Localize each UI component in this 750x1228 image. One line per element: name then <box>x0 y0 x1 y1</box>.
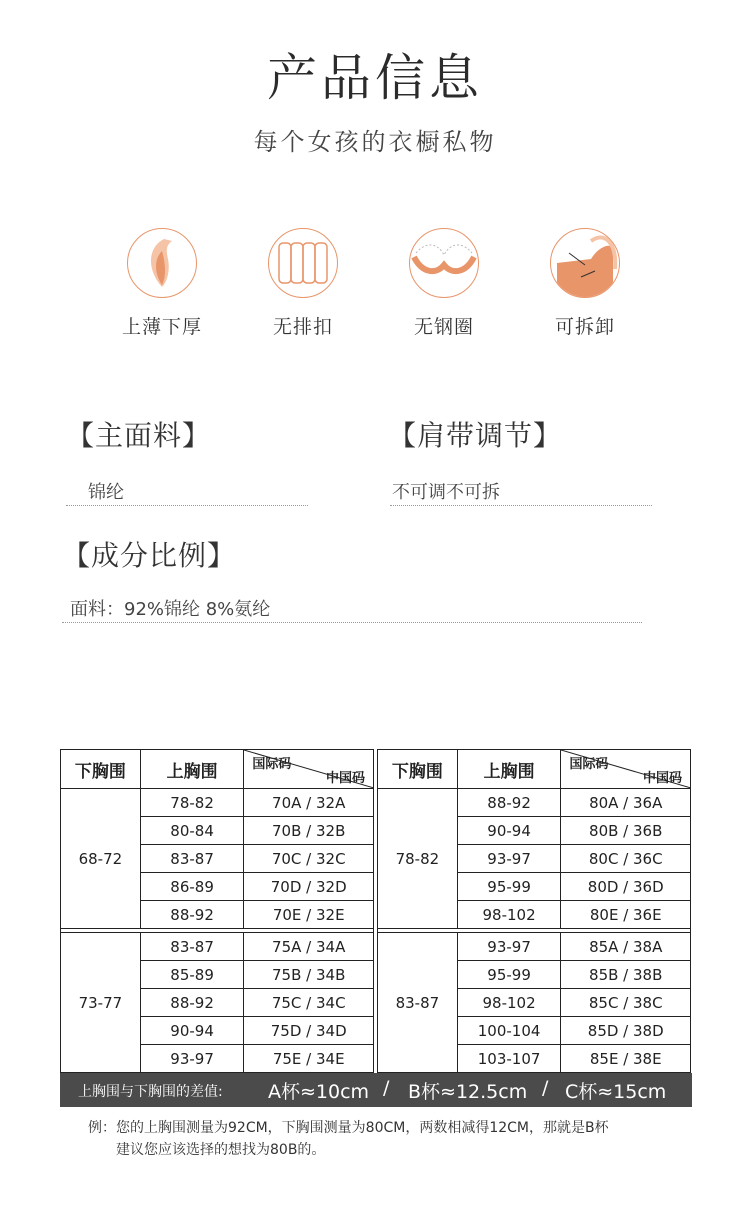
table-header <box>61 750 374 789</box>
divider <box>66 505 308 506</box>
size-code-cell: 80C / 36C <box>561 845 691 873</box>
size-code-cell: 75D / 34D <box>244 1017 374 1045</box>
page-subtitle: 每个女孩的衣橱私物 <box>253 128 497 156</box>
divider <box>62 622 642 623</box>
upper-bust-cell: 88-92 <box>140 901 244 929</box>
under-bust-cell: 68-72 <box>61 789 141 929</box>
feature-no-wire <box>384 228 504 339</box>
size-code-cell: 75A / 34A <box>244 933 374 961</box>
size-code-cell: 80A / 36A <box>561 789 691 817</box>
size-code-cell: 70A / 32A <box>244 789 374 817</box>
size-code-cell: 85D / 38D <box>561 1017 691 1045</box>
feature-label: 无钢圈 <box>413 316 474 338</box>
composition-value: 面料：92%锦纶 8%氨纶 <box>70 599 271 620</box>
upper-bust-cell: 98-102 <box>457 989 561 1017</box>
separator: / <box>542 1077 549 1099</box>
feature-removable <box>525 228 645 339</box>
strap-value: 不可调不可拆 <box>392 482 500 503</box>
fabric-heading: 【主面料】 <box>66 419 212 452</box>
strap-heading: 【肩带调节】 <box>388 419 563 452</box>
cup-c: C杯≈15cm <box>565 1081 667 1103</box>
fabric-value: 锦纶 <box>88 482 124 503</box>
header-intl-label: 国际码 <box>252 757 292 772</box>
upper-bust-cell: 85-89 <box>140 961 244 989</box>
example-line-1: 例：您的上胸围测量为92CM，下胸围测量为80CM，两数相减得12CM，那就是B杯 <box>88 1120 609 1136</box>
upper-bust-cell: 93-97 <box>457 933 561 961</box>
header-under: 下胸围 <box>378 750 458 789</box>
size-code-cell: 75C / 34C <box>244 989 374 1017</box>
header-cn-label: 中国码 <box>642 771 682 786</box>
size-code-cell: 80E / 36E <box>561 901 691 929</box>
upper-bust-cell: 88-92 <box>140 989 244 1017</box>
difference-bar <box>60 1073 692 1107</box>
size-code-cell: 75E / 34E <box>244 1045 374 1073</box>
header-intl <box>244 750 374 789</box>
upper-bust-cell: 93-97 <box>457 845 561 873</box>
size-table-left <box>60 749 374 1073</box>
size-code-cell: 70D / 32D <box>244 873 374 901</box>
size-table-right <box>377 749 691 1073</box>
no-hook-icon <box>268 228 338 298</box>
example-line-2: 建议您应该选择的想找为80B的。 <box>116 1142 326 1158</box>
composition-heading: 【成分比例】 <box>62 539 237 572</box>
upper-bust-cell: 83-87 <box>140 845 244 873</box>
upper-bust-cell: 78-82 <box>140 789 244 817</box>
feature-label: 无排扣 <box>272 316 333 338</box>
size-code-cell: 80B / 36B <box>561 817 691 845</box>
upper-bust-cell: 98-102 <box>457 901 561 929</box>
header-upper: 上胸围 <box>140 750 244 789</box>
under-bust-cell: 73-77 <box>61 933 141 1073</box>
header-under: 下胸围 <box>61 750 141 789</box>
size-code-cell: 85A / 38A <box>561 933 691 961</box>
header-upper: 上胸围 <box>457 750 561 789</box>
feature-padded <box>102 228 222 339</box>
size-code-cell: 75B / 34B <box>244 961 374 989</box>
under-bust-cell: 83-87 <box>378 933 458 1073</box>
header-intl <box>561 750 691 789</box>
header-intl-label: 国际码 <box>569 757 609 772</box>
divider <box>390 505 652 506</box>
upper-bust-cell: 93-97 <box>140 1045 244 1073</box>
separator: / <box>383 1077 390 1099</box>
cup-b: B杯≈12.5cm <box>408 1081 528 1103</box>
size-code-cell: 70C / 32C <box>244 845 374 873</box>
no-wire-icon <box>409 228 479 298</box>
size-code-cell: 85B / 38B <box>561 961 691 989</box>
upper-bust-cell: 80-84 <box>140 817 244 845</box>
table-row <box>378 789 691 817</box>
upper-bust-cell: 95-99 <box>457 873 561 901</box>
size-code-cell: 85C / 38C <box>561 989 691 1017</box>
upper-bust-cell: 83-87 <box>140 933 244 961</box>
feature-no-hook <box>243 228 363 339</box>
table-row <box>61 933 374 961</box>
feature-label: 上薄下厚 <box>121 316 202 338</box>
cup-a: A杯≈10cm <box>268 1081 370 1103</box>
size-code-cell: 80D / 36D <box>561 873 691 901</box>
header-cn-label: 中国码 <box>325 771 365 786</box>
upper-bust-cell: 100-104 <box>457 1017 561 1045</box>
table-row <box>61 789 374 817</box>
difference-label: 上胸围与下胸围的差值: <box>78 1084 223 1100</box>
removable-pad-icon <box>550 228 620 298</box>
size-code-cell: 70B / 32B <box>244 817 374 845</box>
example-note <box>88 1117 688 1161</box>
size-code-cell: 85E / 38E <box>561 1045 691 1073</box>
table-row <box>378 933 691 961</box>
size-code-cell: 70E / 32E <box>244 901 374 929</box>
under-bust-cell: 78-82 <box>378 789 458 929</box>
table-header <box>378 750 691 789</box>
feature-label: 可拆卸 <box>554 316 615 338</box>
upper-bust-cell: 95-99 <box>457 961 561 989</box>
page-title: 产品信息 <box>267 49 483 107</box>
upper-bust-cell: 103-107 <box>457 1045 561 1073</box>
upper-bust-cell: 90-94 <box>457 817 561 845</box>
padded-cup-icon <box>127 228 197 298</box>
upper-bust-cell: 86-89 <box>140 873 244 901</box>
upper-bust-cell: 90-94 <box>140 1017 244 1045</box>
upper-bust-cell: 88-92 <box>457 789 561 817</box>
